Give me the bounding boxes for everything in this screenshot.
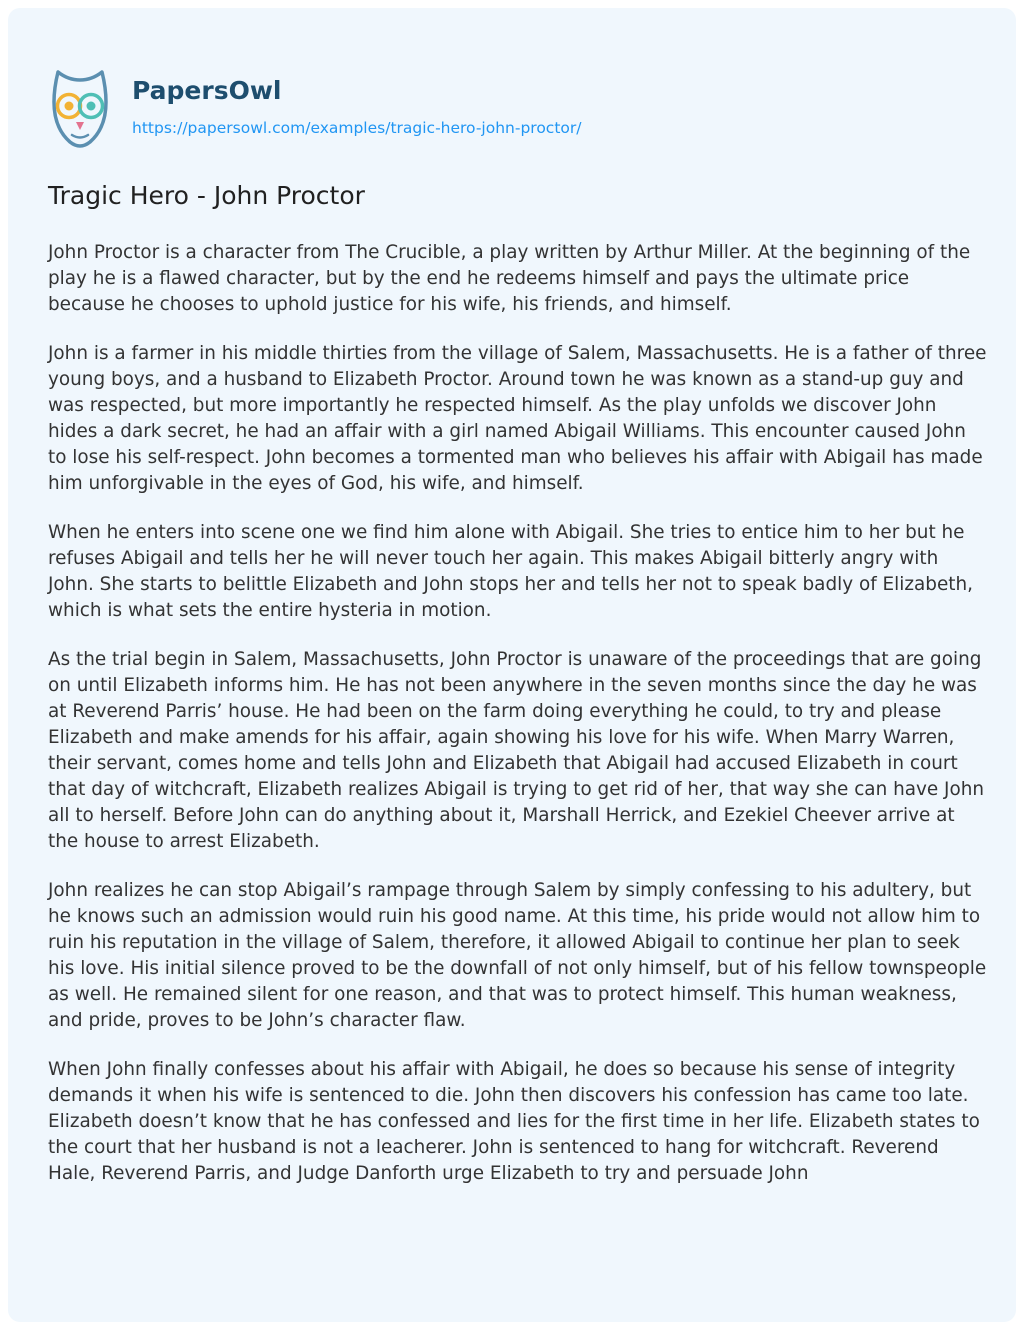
source-url-link[interactable]: https://papersowl.com/examples/tragic-hero-john-proctor/ (132, 118, 582, 137)
essay-paragraph: John realizes he can stop Abigail’s rampage through Salem by simply confessing to his adultery, but he knows such an admission would ruin his good name. At this time, his pride would not allow him to ruin his reputation in the village of Salem, therefore, it allowed Abigail to continue her plan to seek his love. His initial silence proved to be the downfall of not only himself, but of his fellow townspeople as well. He remained silent for one reason, and that was to protect himself. This human weakness, and pride, proves to be John’s character flaw. (48, 880, 987, 1031)
essay-body (48, 240, 988, 1210)
essay-paragraph: When John finally confesses about his affair with Abigail, he does so because his sense of integrity demands it when his wife is sentenced to die. John then discovers his confession has came too late. Elizabeth doesn’t know that he has confessed and lies for the first time in her life. Elizabeth states to the court that her husband is not a leacherer. John is sentenced to hang for witchcraft. Reverend Hale, Reverend Parris, and Judge Danforth urge Elizabeth to try and persuade John (48, 1059, 980, 1184)
essay-title: Tragic Hero - John Proctor (48, 181, 365, 210)
essay-paragraph: John is a farmer in his middle thirties from the village of Salem, Massachusetts. He is a father of three young boys, and a husband to Elizabeth Proctor. Around town he was known as a stand-up guy and was respected, but more importantly he respected himself. As the play unfolds we discover John hides a dark secret, he had an affair with a girl named Abigail Williams. This encounter caused John to lose his self-respect. John becomes a tormented man who believes his affair with Abigail has made him unforgivable in the eyes of God, his wife, and himself. (48, 343, 987, 494)
brand-name[interactable]: PapersOwl (132, 75, 282, 105)
essay-paragraph: John Proctor is a character from The Crucible, a play written by Arthur Miller. At the beginning of the play he is a flawed character, but by the end he redeems himself and pays the ultimate price because he chooses to uphold justice for his wife, his friends, and himself. (48, 242, 971, 315)
brand-block (132, 75, 582, 139)
essay-card (8, 8, 1016, 1322)
essay-paragraph: As the trial begin in Salem, Massachusetts, John Proctor is unaware of the proceedings that are going on until Elizabeth informs him. He has not been anywhere in the seven months since the day he was at Reverend Parris’ house. He had been on the farm doing everything he could, to try and please Elizabeth and make amends for his affair, again showing his love for his wife. When Marry Warren, their servant, comes home and tells John and Elizabeth that Abigail had accused Elizabeth in court that day of witchcraft, Elizabeth realizes Abigail is trying to get rid of her, that way she can have John all to herself. Before John can do anything about it, Marshall Herrick, and Ezekiel Cheever arrive at the house to arrest Elizabeth. (48, 649, 985, 852)
essay-paragraph: When he enters into scene one we find him alone with Abigail. She tries to entice him to her but he refuses Abigail and tells her he will never touch her again. This makes Abigail bitterly angry with John. She starts to belittle Elizabeth and John stops her and tells her not to speak badly of Elizabeth, which is what sets the entire hysteria in motion. (48, 522, 973, 621)
owl-logo-icon[interactable] (48, 68, 112, 152)
site-header (48, 64, 581, 152)
